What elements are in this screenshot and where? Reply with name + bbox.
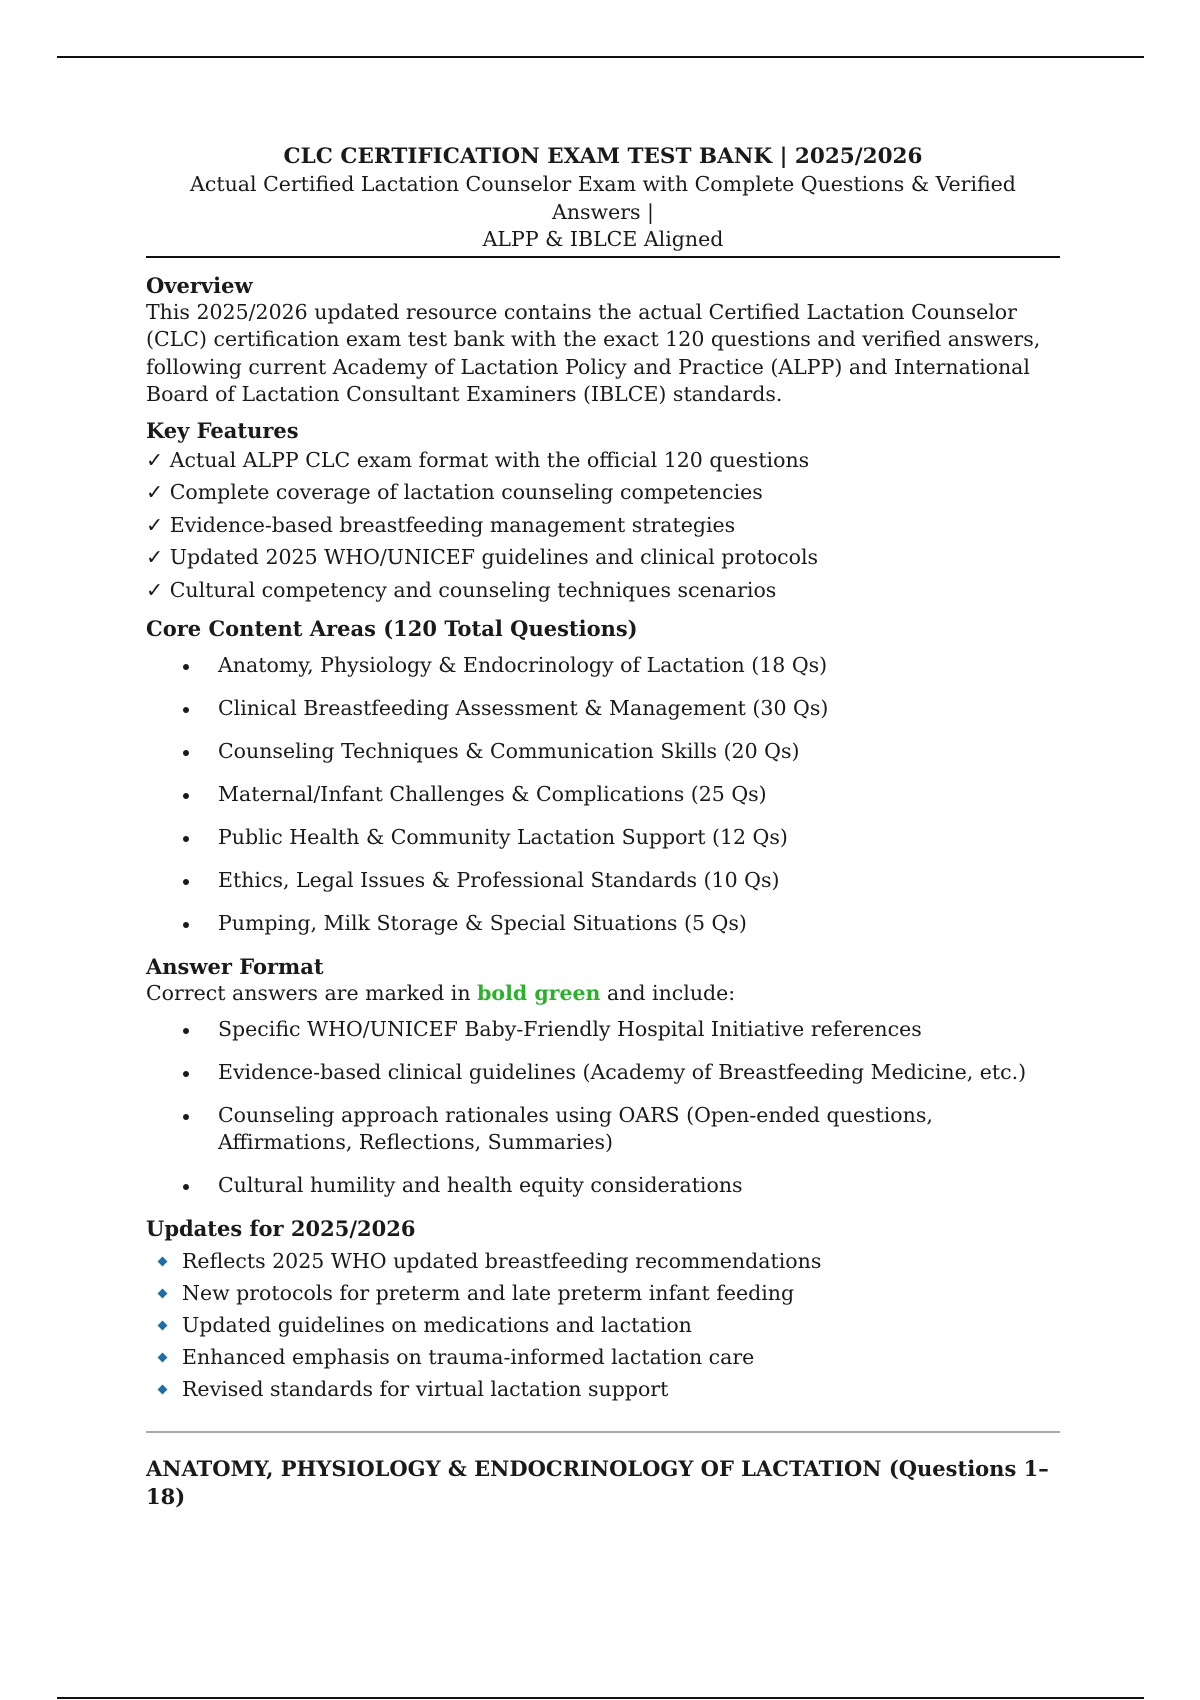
- core-content-section: [146, 615, 1060, 938]
- core-content-heading: Core Content Areas (120 Total Questions): [146, 616, 638, 641]
- key-features-section: [146, 417, 1060, 607]
- answer-format-heading: Answer Format: [146, 954, 324, 979]
- list-item-text: Counseling approach rationales using OARS (Open-ended questions, Affirmations, Reflections, Summaries): [218, 1102, 933, 1154]
- list-item: [146, 1309, 1060, 1341]
- title-block: [146, 143, 1060, 258]
- document-subtitle-line-2: ALPP & IBLCE Aligned: [482, 227, 724, 251]
- key-features-heading: Key Features: [146, 417, 299, 443]
- answer-format-highlight: bold green: [477, 981, 601, 1005]
- list-item-text: Clinical Breastfeeding Assessment & Management (30 Qs): [218, 696, 829, 720]
- document-subtitle-line-1: Actual Certified Lactation Counselor Exam with Complete Questions & Verified Answers |: [190, 172, 1016, 224]
- list-item-text: Enhanced emphasis on trauma-informed lactation care: [182, 1345, 755, 1369]
- list-item: [146, 1245, 1060, 1277]
- list-item: [146, 1373, 1060, 1405]
- list-item: [146, 824, 1060, 852]
- answer-format-list: [146, 1016, 1060, 1200]
- list-item-text: Revised standards for virtual lactation support: [182, 1377, 669, 1401]
- list-item-text: Counseling Techniques & Communication Skills (20 Qs): [218, 739, 800, 763]
- updates-list: [146, 1245, 1060, 1405]
- overview-section: [146, 272, 1060, 409]
- diamond-bullet-icon: [158, 1289, 168, 1299]
- list-item: [146, 652, 1060, 680]
- updates-heading: Updates for 2025/2026: [146, 1216, 416, 1241]
- overview-body: This 2025/2026 updated resource contains the actual Certified Lactation Counselor (CLC) certification exam test bank with the exact 120 questions and verified answers, following current Academy of Lactation Policy and Practice (ALPP) and International Board of Lactation Consultant Examiners (IBLCE) standards.: [146, 299, 1041, 406]
- document-page: [146, 143, 1060, 1510]
- list-item: [146, 781, 1060, 809]
- bullet-dot-icon: [183, 879, 189, 885]
- section-divider: [146, 1431, 1060, 1433]
- list-item: [146, 1016, 1060, 1044]
- bullet-dot-icon: [183, 1071, 189, 1077]
- list-item-text: Pumping, Milk Storage & Special Situations (5 Qs): [218, 911, 747, 935]
- list-item-text: Reflects 2025 WHO updated breastfeeding recommendations: [182, 1249, 822, 1273]
- list-item-text: New protocols for preterm and late preterm infant feeding: [182, 1281, 795, 1305]
- key-feature-item: ✓ Cultural competency and counseling techniques scenarios: [146, 577, 777, 602]
- list-item: [146, 1172, 1060, 1200]
- answer-format-section: [146, 953, 1060, 1200]
- bullet-dot-icon: [183, 1184, 189, 1190]
- bullet-dot-icon: [183, 922, 189, 928]
- anatomy-section-heading: ANATOMY, PHYSIOLOGY & ENDOCRINOLOGY OF LACTATION (Questions 1–18): [146, 1456, 1049, 1509]
- list-item-text: Evidence-based clinical guidelines (Academy of Breastfeeding Medicine, etc.): [218, 1059, 1027, 1084]
- list-item-text: Updated guidelines on medications and lactation: [182, 1313, 692, 1337]
- bullet-dot-icon: [183, 1114, 189, 1120]
- key-feature-item: ✓ Complete coverage of lactation counseling competencies: [146, 480, 763, 504]
- diamond-bullet-icon: [158, 1353, 168, 1363]
- list-item: [146, 1059, 1060, 1087]
- list-item: [146, 738, 1060, 766]
- key-features-list: [146, 444, 1060, 607]
- bullet-dot-icon: [183, 707, 189, 713]
- page-top-rule: [57, 56, 1144, 58]
- list-item-text: Ethics, Legal Issues & Professional Standards (10 Qs): [218, 868, 780, 892]
- list-item: [146, 1341, 1060, 1373]
- key-feature-item: ✓ Updated 2025 WHO/UNICEF guidelines and clinical protocols: [146, 545, 819, 569]
- list-item-text: Specific WHO/UNICEF Baby-Friendly Hospital Initiative references: [218, 1016, 922, 1041]
- updates-section: [146, 1215, 1060, 1405]
- answer-format-intro-after: and include:: [600, 981, 736, 1005]
- bullet-dot-icon: [183, 793, 189, 799]
- core-content-list: [146, 652, 1060, 938]
- bullet-dot-icon: [183, 836, 189, 842]
- answer-format-intro: [146, 980, 1060, 1008]
- list-item: [146, 910, 1060, 938]
- diamond-bullet-icon: [158, 1321, 168, 1331]
- key-feature-item: ✓ Actual ALPP CLC exam format with the official 120 questions: [146, 447, 810, 472]
- overview-heading: Overview: [146, 272, 253, 298]
- page-bottom-rule: [57, 1697, 1144, 1699]
- list-item-text: Anatomy, Physiology & Endocrinology of Lactation (18 Qs): [218, 653, 828, 677]
- document-title: CLC CERTIFICATION EXAM TEST BANK | 2025/2026: [283, 144, 923, 169]
- list-item: [146, 695, 1060, 723]
- key-feature-item: ✓ Evidence-based breastfeeding management strategies: [146, 512, 736, 537]
- bullet-dot-icon: [183, 750, 189, 756]
- bullet-dot-icon: [183, 664, 189, 670]
- list-item-text: Maternal/Infant Challenges & Complications (25 Qs): [218, 782, 767, 806]
- list-item: [146, 1102, 1060, 1157]
- list-item-text: Public Health & Community Lactation Support (12 Qs): [218, 825, 788, 849]
- list-item-text: Cultural humility and health equity considerations: [218, 1173, 743, 1197]
- list-item: [146, 1277, 1060, 1309]
- diamond-bullet-icon: [158, 1257, 168, 1267]
- list-item: [146, 867, 1060, 895]
- diamond-bullet-icon: [158, 1385, 168, 1395]
- answer-format-intro-before: Correct answers are marked in: [146, 981, 478, 1005]
- bullet-dot-icon: [183, 1028, 189, 1034]
